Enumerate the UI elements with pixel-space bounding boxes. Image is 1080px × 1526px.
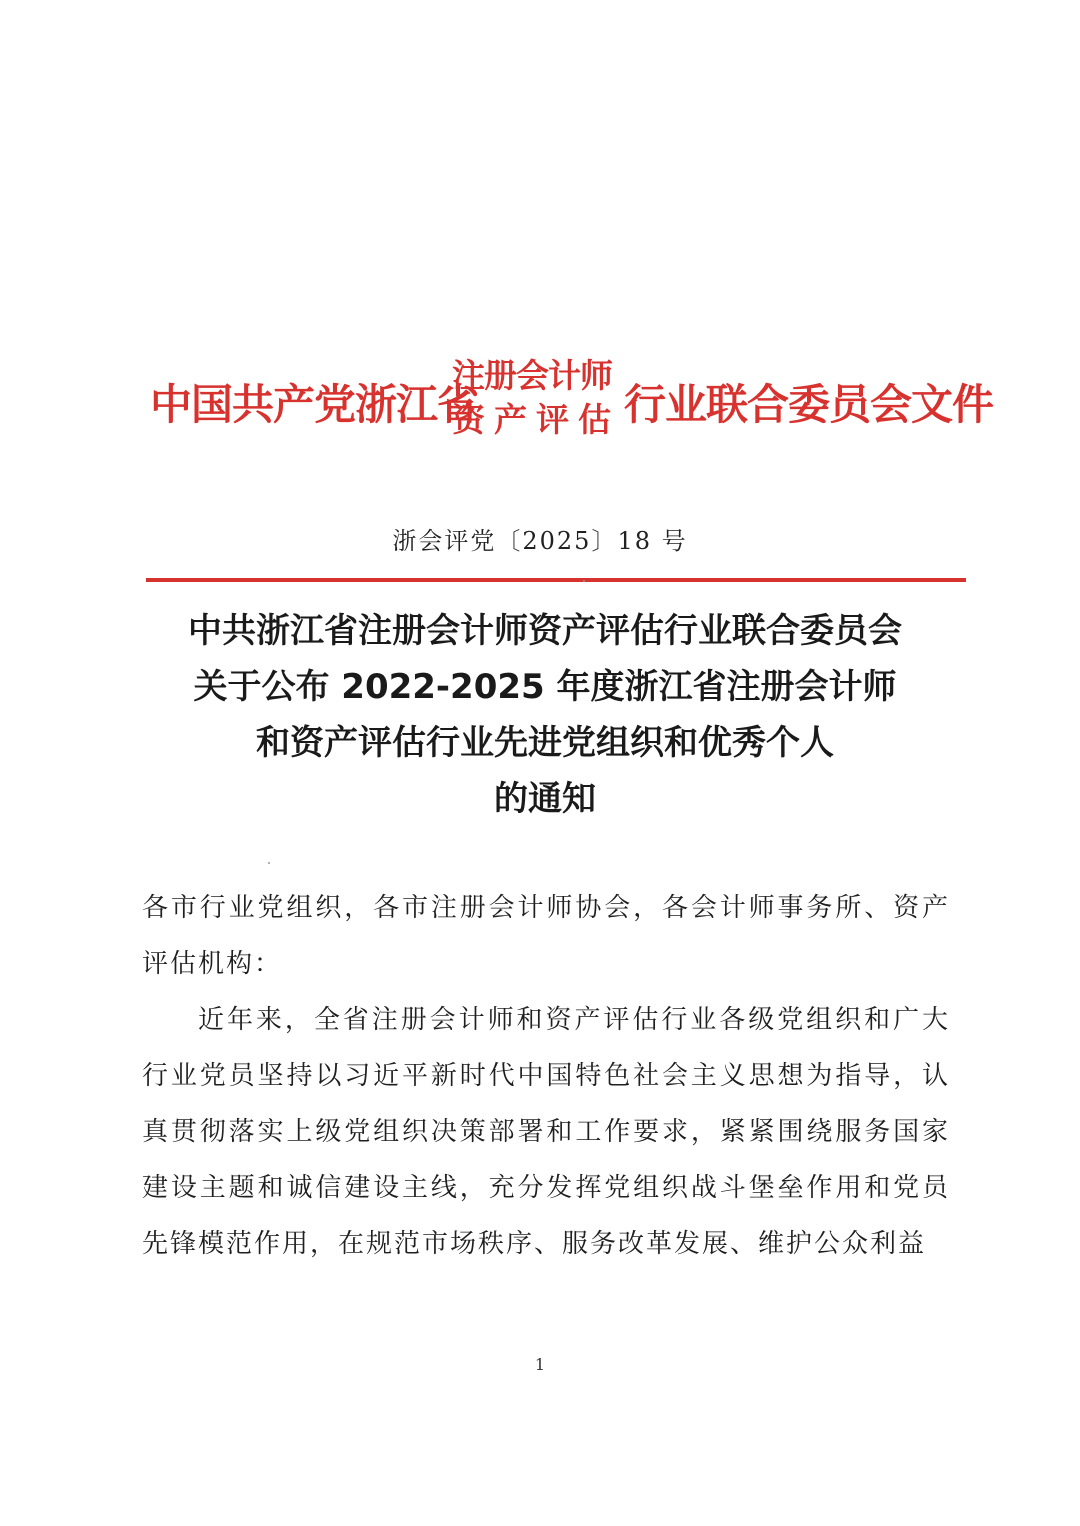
- salutation: 各市行业党组织，各市注册会计师协会，各会计师事务所、资产评估机构：: [142, 893, 950, 979]
- masthead-stack: [452, 354, 620, 442]
- masthead-left: 中国共产党浙江省: [150, 380, 479, 429]
- masthead-stack-line2: 资产评估: [452, 400, 620, 439]
- title-line-1: 中共浙江省注册会计师资产评估行业联合委员会: [188, 611, 902, 651]
- red-divider: [146, 578, 966, 582]
- title-line-4: 的通知: [494, 779, 596, 819]
- title-line-2: 关于公布 2022-2025 年度浙江省注册会计师: [193, 667, 897, 707]
- red-masthead: [150, 350, 994, 450]
- body-paragraph: 近年来，全省注册会计师和资产评估行业各级党组织和广大行业党员坚持以习近平新时代中国特色社会主义思想为指导，认真贯彻落实上级党组织决策部署和工作要求，紧紧围绕服务国家建设主题和诚信建设主线，充分发挥党组织战斗堡垒作用和党员先锋模范作用，在规范市场秩序、服务改革发展、维护公众利益: [142, 1005, 950, 1259]
- title-line-3: 和资产评估行业先进党组织和优秀个人: [256, 723, 834, 763]
- page-number: 1: [534, 1355, 546, 1374]
- scan-speck: [268, 862, 270, 864]
- document-title: [110, 603, 980, 827]
- document-number: 浙会评党〔2025〕18 号: [392, 527, 688, 555]
- scan-speck: [583, 580, 585, 582]
- masthead-right: 行业联合委员会文件: [624, 380, 994, 429]
- document-body: [142, 880, 950, 1272]
- masthead-stack-line1: 注册会计师: [452, 356, 612, 395]
